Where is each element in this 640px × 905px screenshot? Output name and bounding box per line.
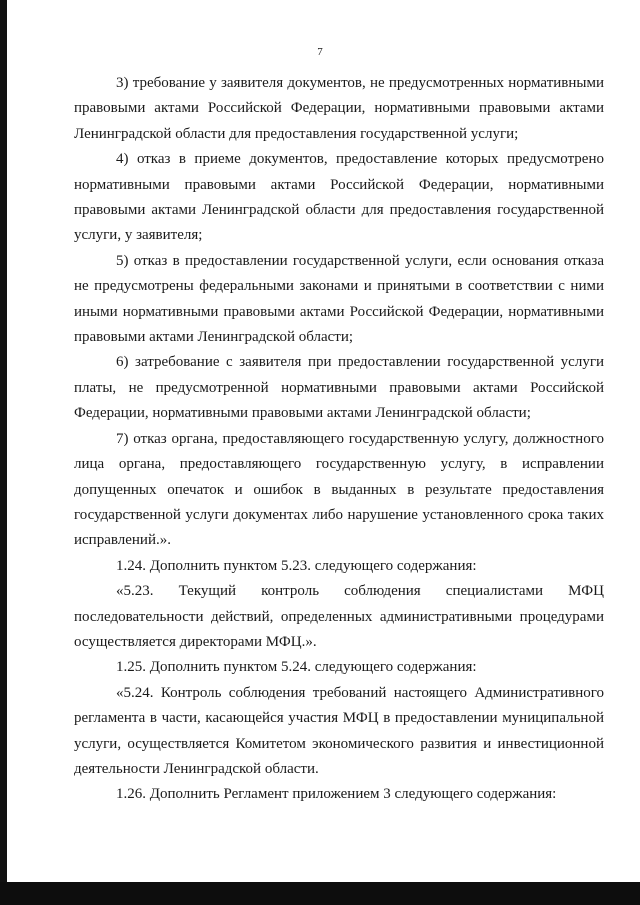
paragraph-1-26: 1.26. Дополнить Регламент приложением 3 следующего содержания: xyxy=(116,786,557,803)
paragraph-1-25: 1.25. Дополнить пунктом 5.24. следующего содержания: xyxy=(116,659,477,676)
paragraph-5-23: «5.23. Текущий контроль соблюдения специалистами МФЦ последовательности действий, определенных административными процедурами осуществляется директорами МФЦ.». xyxy=(74,583,604,650)
page-number: 7 xyxy=(317,46,323,58)
paragraph-item-7: 7) отказ органа, предоставляющего государственную услугу, должностного лица органа, предоставляющего государственную услугу, в исправлении допущенных опечаток и ошибок в выданных в результате предоставления государственной услуги документах либо нарушение установленного срока таких исправлений.». xyxy=(74,430,604,549)
scan-bottom-edge xyxy=(0,882,640,905)
paragraph-5-24: «5.24. Контроль соблюдения требований настоящего Административного регламента в части, касающейся участия МФЦ в предоставлении муниципальной услуги, осуществляется Комитетом экономического развития и инвестиционной деятельности Ленинградской области. xyxy=(74,684,604,777)
paragraph-1-24: 1.24. Дополнить пунктом 5.23. следующего содержания: xyxy=(116,557,477,574)
document-body xyxy=(74,71,604,808)
paragraph-item-3: 3) требование у заявителя документов, не предусмотренных нормативными правовыми актами Российской Федерации, нормативными правовыми актами Ленинградской области для предоставления государственной услуги; xyxy=(74,75,604,142)
scan-left-edge xyxy=(0,0,7,882)
paragraph-item-6: 6) затребование с заявителя при предоставлении государственной услуги платы, не предусмотренной нормативными правовыми актами Российской Федерации, нормативными правовыми актами Ленинградской области; xyxy=(74,354,604,422)
paragraph-item-5: 5) отказ в предоставлении государственной услуги, если основания отказа не предусмотрены федеральными законами и принятыми в соответствии с ними иными нормативными правовыми актами Российской Федерации, нормативными правовыми актами Ленинградской области; xyxy=(74,252,604,346)
paragraph-item-4: 4) отказ в приеме документов, предоставление которых предусмотрено нормативными правовыми актами Российской Федерации, нормативными правовыми актами Ленинградской области для предоставления государственной услуги, у заявителя; xyxy=(74,151,604,244)
